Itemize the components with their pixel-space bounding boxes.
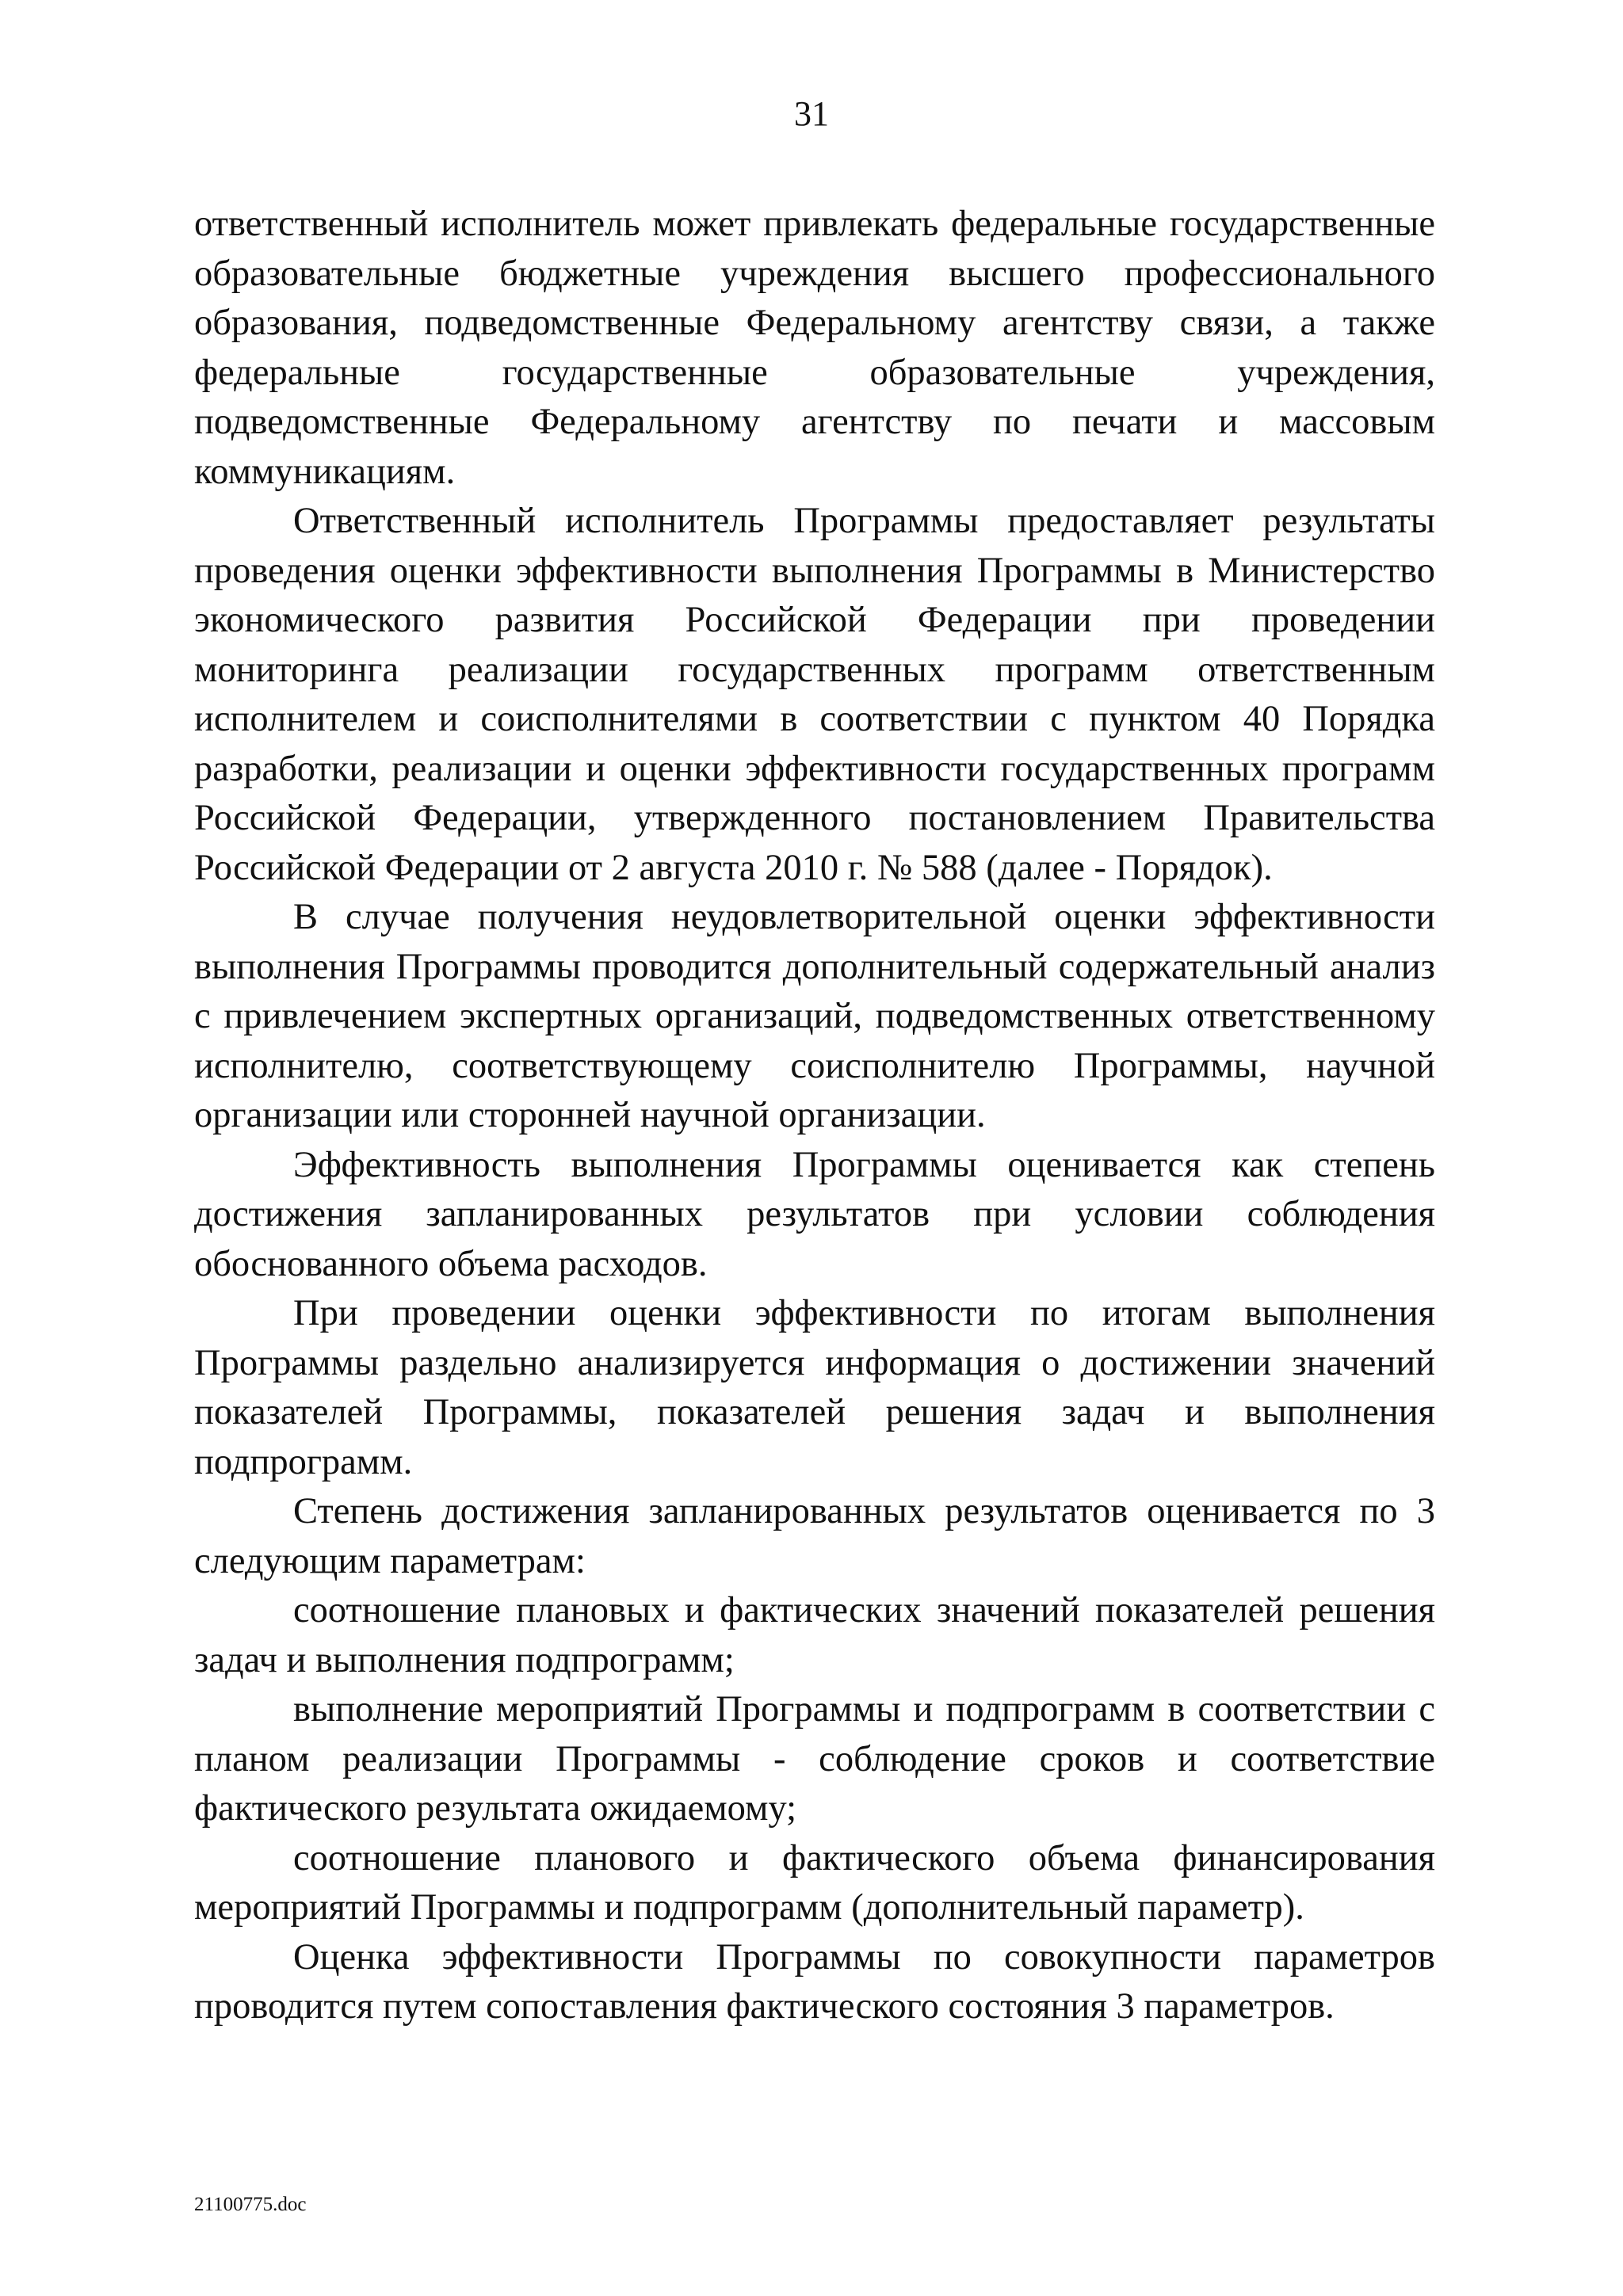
paragraph-2: Ответственный исполнитель Программы предоставляет результаты проведения оценки эффективности выполнения Программы в Министерство экономического развития Российской Федерации при проведении мониторинга реализации государственных программ ответственным исполнителем и соисполнителями в соответствии с пунктом 40 Порядка разработки, реализации и оценки эффективности государственных программ Российской Федерации, утвержденного постановлением Правительства Российской Федерации от 2 августа 2010 г. № 588 (далее - Порядок).: [194, 501, 1435, 888]
page-number: 31: [794, 94, 829, 133]
paragraph-1: ответственный исполнитель может привлекать федеральные государственные образовательные бюджетные учреждения высшего профессионального образования, подведомственные Федеральному агентству связи, а также федеральные государственные образовательные учреждения, подведомственные Федеральному агентству по печати и массовым коммуникациям.: [194, 204, 1435, 492]
paragraph-4: Эффективность выполнения Программы оценивается как степень достижения запланированных результатов при условии соблюдения обоснованного объема расходов.: [194, 1144, 1435, 1284]
list-item-parameter-3: соотношение планового и фактического объема финансирования мероприятий Программы и подпрограмм (дополнительный параметр).: [194, 1837, 1435, 1928]
paragraph-6: Степень достижения запланированных результатов оценивается по 3 следующим параметрам:: [194, 1491, 1435, 1581]
paragraph-10: Оценка эффективности Программы по совокупности параметров проводится путем сопоставления фактического состояния 3 параметров.: [194, 1936, 1435, 2027]
footer-filename: 21100775.doc: [194, 2194, 307, 2215]
paragraph-3: В случае получения неудовлетворительной оценки эффективности выполнения Программы проводится дополнительный содержательный анализ с привлечением экспертных организаций, подведомственных ответственному исполнителю, соответствующему соисполнителю Программы, научной организации или сторонней научной организации.: [194, 897, 1435, 1135]
list-item-parameter-2: выполнение мероприятий Программы и подпрограмм в соответствии с планом реализации Программы - соблюдение сроков и соответствие фактического результата ожидаемому;: [194, 1689, 1435, 1829]
list-item-parameter-1: соотношение плановых и фактических значений показателей решения задач и выполнения подпрограмм;: [194, 1590, 1435, 1680]
body-text: [194, 200, 1435, 2032]
paragraph-5: При проведении оценки эффективности по итогам выполнения Программы раздельно анализируется информация о достижении значений показателей Программы, показателей решения задач и выполнения подпрограмм.: [194, 1293, 1435, 1482]
